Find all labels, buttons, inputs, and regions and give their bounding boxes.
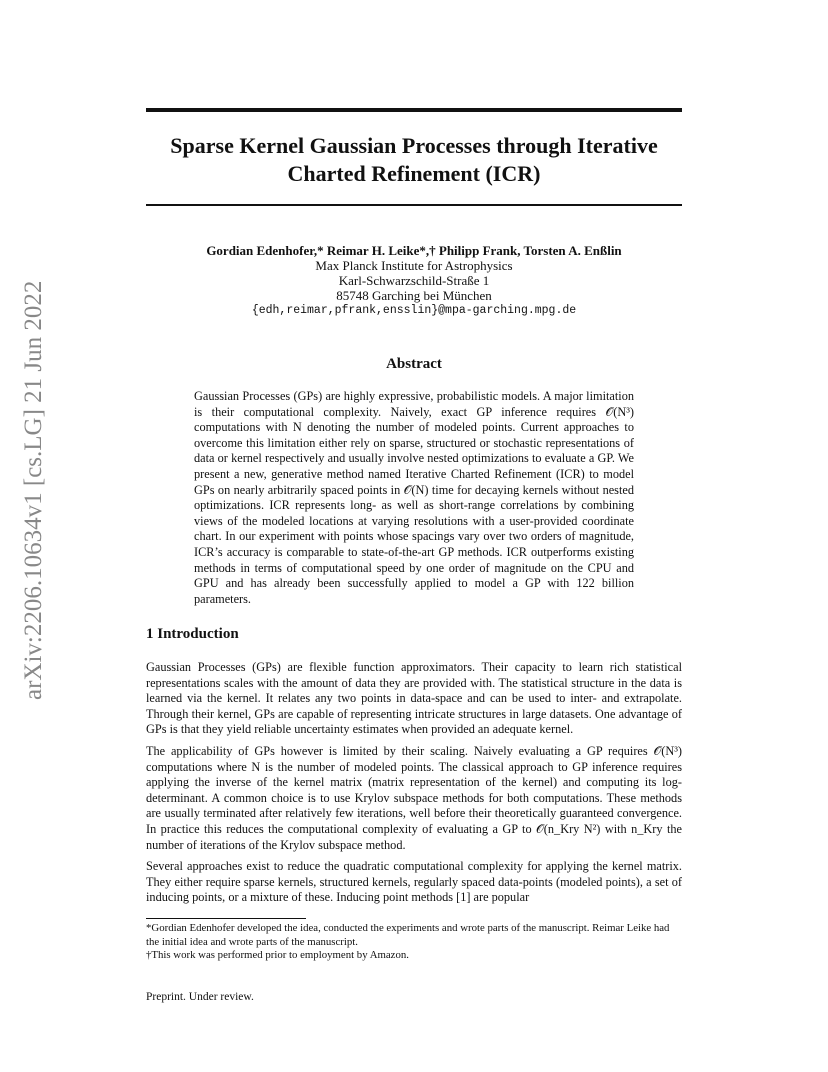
abstract-heading: Abstract [386,356,442,372]
author-email: {edh,reimar,pfrank,ensslin}@mpa-garching.mpg.de [251,304,577,317]
title-line-2: Charted Refinement (ICR) [287,161,541,186]
title-line-1: Sparse Kernel Gaussian Processes through Iterative [170,133,658,158]
intro-paragraph-3: Several approaches exist to reduce the quadratic computational complexity for applying the kernel matrix. They either require sparse kernels, structured kernels, regularly spaced data-points (modeled points), a set of inducing points, or a mixture of these. Inducing point methods [1] are popular [146,859,682,905]
affiliation-line-1: Max Planck Institute for Astrophysics [315,258,513,273]
page-footer: Preprint. Under review. [146,991,254,1003]
footnote-2: †This work was performed prior to employment by Amazon. [146,949,409,961]
paper-title [146,132,682,188]
author-block [146,243,682,318]
footnote-rule [146,918,306,919]
footnote-1: *Gordian Edenhofer developed the idea, conducted the experiments and wrote parts of the manuscript. Reimar Leike had the initial idea and wrote parts of the manuscript. [146,922,670,948]
intro-paragraph-1: Gaussian Processes (GPs) are flexible function approximators. Their capacity to learn rich statistical representations scales with the amount of data they are provided with. The statistical structure in the data is learned via the kernel. It relates any two points in data-space and can be used to inter- and extrapolate. Through their kernel, GPs are capable of representing intricate structures in large datasets. One advantage of GPs is that they yield reliable uncertainty estimates when provided an adequate kernel. [146,660,682,737]
arxiv-stamp: arXiv:2206.10634v1 [cs.LG] 21 Jun 2022 [20,280,47,700]
intro-paragraph-2: The applicability of GPs however is limited by their scaling. Naively evaluating a GP requires 𝒪(N³) computations where N is the number of modeled points. The classical approach to GP inference requires applying the inverse of the kernel matrix (matrix representation of the kernel) and computing its log-determinant. A common choice is to use Krylov subspace methods for both computations. These methods are usually terminated after relatively few iterations, well before their theoretically guaranteed convergence. In practice this reduces the computational complexity of evaluating a GP to 𝒪(n_Kry N²) with n_Kry the number of iterations of the Krylov subspace method. [146,743,682,852]
intro-body [146,660,682,912]
title-top-rule [146,108,682,112]
abstract-text: Gaussian Processes (GPs) are highly expressive, probabilistic models. A major limitation is their computational complexity. Naively, exact GP inference requires 𝒪(N³) computations with N denoting the number of modeled points. Current approaches to overcome this limitation either rely on sparse, structured or stochastic representations of data or kernel respectively and usually involve nested optimizations to evaluate a GP. We present a new, generative method named Iterative Charted Refinement (ICR) to model GPs on nearly arbitrarily spaced points in 𝒪(N) time for decaying kernels without nested optimizations. ICR represents long- as well as short-range correlations by combining views of the modeled locations at varying resolutions with a user-provided coordinate chart. In our experiment with points whose spacings vary over two orders of magnitude, ICR’s accuracy is comparable to state-of-the-art GP methods. ICR outperforms existing methods in terms of computational speed by one order of magnitude on the CPU and GPU and has already been successfully applied to model a GP with 122 billion parameters. [194,389,634,606]
title-bottom-rule [146,204,682,206]
author-names: Gordian Edenhofer,* Reimar H. Leike*,† Philipp Frank, Torsten A. Enßlin [206,243,622,258]
section-heading: 1 Introduction [146,626,239,642]
footnotes [146,922,682,963]
affiliation-line-2: Karl-Schwarzschild-Straße 1 [338,273,490,288]
affiliation-line-3: 85748 Garching bei München [336,288,492,303]
